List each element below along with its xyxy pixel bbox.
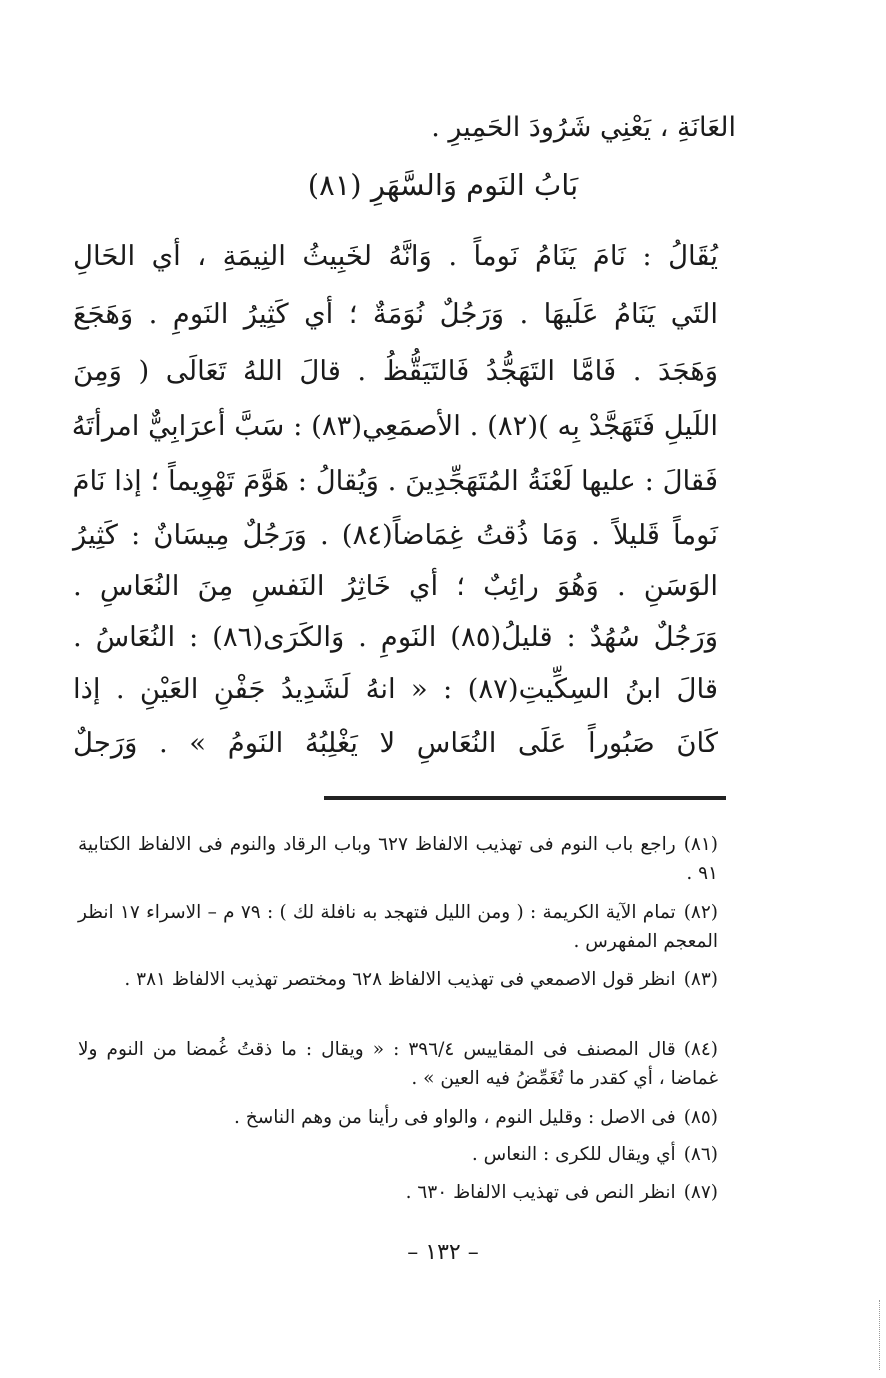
footnote-number: (٨٣) [683, 969, 718, 990]
footnote-text: أي ويقال للكرى : النعاس . [471, 1144, 676, 1165]
footnote-text: قال المصنف فى المقاييس ٣٩٦/٤ : « ويقال : ما ذقتُ غُمضا من النوم ولا غماضا ، أي كقدر ما تُغَمِّضُ فيه العين » . [78, 1039, 718, 1089]
footnote-87 [78, 1178, 718, 1207]
intro-line: العَانَةِ ، يَعْنِي شَرُودَ الحَمِيرِ . [431, 112, 736, 143]
body-line: قالَ ابنُ السِكِّيتِ(٨٧) : « انهُ لَشَدِيدُ جَفْنِ العَيْنِ . إذا [73, 673, 718, 705]
footnote-number: (٨٧) [683, 1182, 718, 1203]
footnote-83 [78, 965, 718, 994]
scan-edge-mark [877, 1300, 880, 1370]
body-line: التَي يَنَامُ عَلَيهَا . وَرَجُلٌ نُوَمَةٌ ؛ أي كَثِيرُ النَومِ . وَهَجَعَ [73, 298, 718, 330]
body-line: وَرَجُلٌ سُهُدٌ : قليلُ(٨٥) النَومِ . وَالكَرَى(٨٦) : النُعَاسُ . [73, 621, 718, 653]
footnote-text: تمام الآية الكريمة : ( ومن الليل فتهجد به نافلة لك ) : ٧٩ م – الاسراء ١٧ انظر المعجم المفهرس . [78, 902, 718, 952]
footnote-81 [78, 830, 718, 888]
body-line: وَهَجَدَ . فَامَّا التَهَجُّدُ فَالتَيَقُّظُ . قالَ اللهُ تَعَالَى ( وَمِنَ [73, 355, 718, 387]
footnote-number: (٨٦) [683, 1144, 718, 1165]
footnote-84 [78, 1035, 718, 1093]
footnote-number: (٨٤) [683, 1039, 718, 1060]
chapter-heading: بَابُ النَوم وَالسَّهَرِ (٨١) [307, 168, 579, 202]
footnote-82 [78, 898, 718, 956]
body-line: نَوماً قَليلاً . وَمَا ذُقتُ غِمَاضاً(٨٤) . وَرَجُلٌ مِيسَانٌ : كَثِيرُ [73, 519, 718, 551]
footnote-number: (٨١) [683, 834, 718, 855]
body-line: الوَسَنِ . وَهُوَ رائِبٌ ؛ أي خَاثِرُ النَفسِ مِنَ النُعَاسِ . [73, 570, 718, 602]
footnote-text: انظر النص فى تهذيب الالفاظ ٦٣٠ . [405, 1182, 676, 1203]
footnote-text: انظر قول الاصمعي فى تهذيب الالفاظ ٦٢٨ ومختصر تهذيب الالفاظ ٣٨١ . [124, 969, 676, 990]
body-line: يُقَالُ : نَامَ يَنَامُ نَوماً . وَانَّهُ لخَبِيثُ النِيمَةِ ، أي الحَالِ [73, 240, 718, 272]
footnote-text: فى الاصل : وقليل النوم ، والواو فى رأينا من وهم الناسخ . [234, 1107, 676, 1128]
footnote-85 [78, 1103, 718, 1132]
body-line: كَانَ صَبُوراً عَلَى النُعَاسِ لا يَغْلِبُهُ النَومُ » . وَرَجلٌ [73, 727, 718, 759]
footnote-divider [324, 796, 726, 800]
body-line: اللَيلِ فَتَهَجَّدْ بِه )(٨٢) . الأصمَعِي(٨٣) : سَبَّ أعرَابِيٌّ امرأتَهُ [71, 410, 718, 442]
footnote-text: راجع باب النوم فى تهذيب الالفاظ ٦٢٧ وباب الرقاد والنوم فى الالفاظ الكتابية ٩١ . [78, 834, 718, 884]
footnote-86 [78, 1140, 718, 1169]
footnote-number: (٨٥) [683, 1107, 718, 1128]
body-line: فَقالَ : عليها لَعْنَةُ المُتَهَجِّدِينَ . وَيُقالُ : هَوَّمَ تَهْوِيماً ؛ إذا نَامَ [72, 465, 718, 497]
page-number: – ١٣٢ – [407, 1240, 479, 1265]
footnote-number: (٨٢) [683, 902, 718, 923]
